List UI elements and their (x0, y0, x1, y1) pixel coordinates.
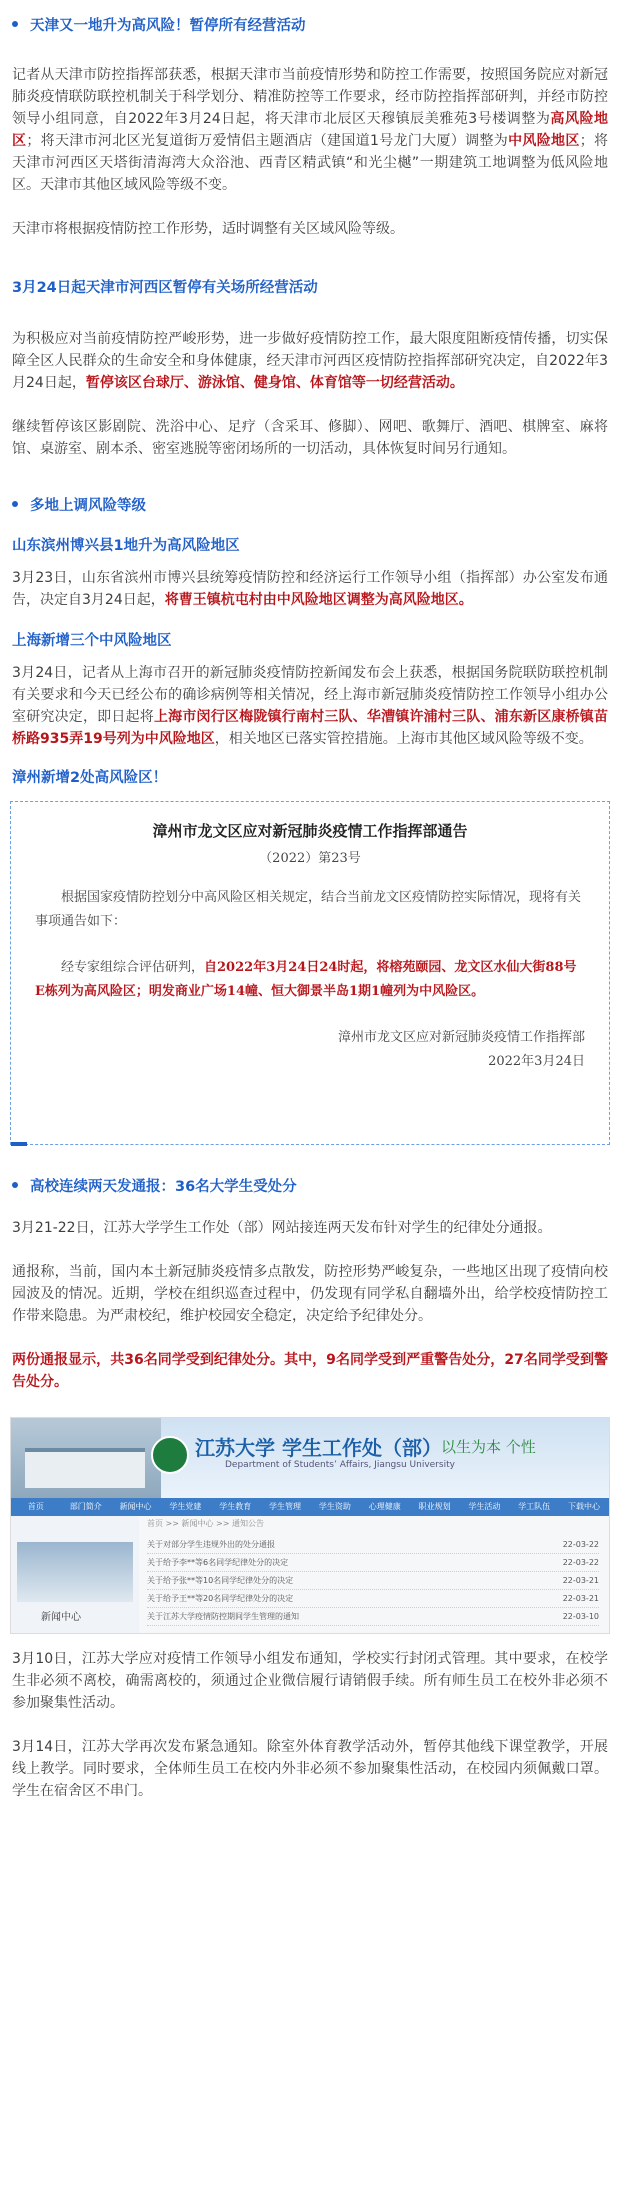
section-title: 多地上调风险等级 (30, 497, 146, 514)
highlight-text: 暂停该区台球厅、游泳馆、健身馆、体育馆等一切经营活动。 (85, 375, 464, 391)
list-item-title: 关于给予王**等20名同学纪律处分的决定 (147, 1594, 294, 1603)
list-item-date: 22-03-22 (562, 1558, 599, 1567)
highlight-text: 中风险地区 (508, 133, 580, 149)
highlight-paragraph: 两份通报显示，共36名同学受到纪律处分。其中，9名同学受到严重警告处分，27名同学受到警告处分。 (12, 1352, 608, 1390)
section-heading (0, 492, 620, 516)
list-item-title: 关于给予张**等10名同学纪律处分的决定 (147, 1576, 294, 1585)
site-banner (11, 1418, 609, 1498)
text: 记者从天津市防控指挥部获悉，根据天津市当前疫情形势和防控工作需要，按照国务院应对新冠肺炎疫情联防联控机制关于科学划分、精准防控等工作要求，经市防控指挥部研判，并经市防控领导小组同意，自2022年3月24日起，将天津市北辰区天穆镇辰美雅苑3号楼调整为 (12, 67, 608, 127)
highlight-text: 将曹王镇杭屯村由中风险地区调整为高风险地区。 (164, 592, 473, 608)
screenshot-image (10, 1417, 610, 1634)
list-item[interactable] (147, 1536, 599, 1554)
list-item-date: 22-03-10 (562, 1612, 599, 1621)
university-logo-icon (151, 1436, 189, 1474)
text: 3月23日，山东省滨州市博兴县统筹疫情防控和经济运行工作领导小组（指挥部）办公室发布通告，决定自3月24日起， (12, 570, 608, 608)
list-item[interactable] (147, 1572, 599, 1590)
highlight-text: 上海市闵行区梅陇镇行南村三队、华漕镇许浦村三队、浦东新区康桥镇苗桥路935弄19号列为中风险地区 (12, 709, 609, 747)
notice-signature: 漳州市龙文区应对新冠肺炎疫情工作指挥部 (337, 1030, 585, 1045)
site-nav-item[interactable]: 学生管理 (269, 1502, 302, 1511)
text: ；将天津市河西区天塔街清海湾大众浴池、西青区精武镇“和光尘樾”一期建筑工地调整为低风险地区。天津市其他区域风险等级不变。 (12, 133, 609, 193)
section-title: 3月24日起天津市河西区暂停有关场所经营活动 (12, 280, 318, 296)
news-label: 新闻中心 (41, 1612, 81, 1623)
notice-date: 2022年3月24日 (488, 1054, 585, 1069)
site-sidebar (11, 1516, 139, 1633)
subsection-title: 上海新增三个中风险地区 (12, 633, 172, 649)
text: 3月24日，记者从上海市召开的新冠肺炎疫情防控新闻发布会上获悉，根据国务院联防联控机制有关要求和今天已经公布的确诊病例等相关情况，经上海市新冠肺炎疫情防控工作领导小组办公室研究决定，即日起将 (12, 665, 608, 725)
site-nav (11, 1498, 609, 1516)
section-title: 高校连续两天发通报：36名大学生受处分 (30, 1178, 297, 1195)
text: ；将天津市河北区光复道街万爱情侣主题酒店（建国道1号龙门大厦）调整为 (26, 133, 509, 149)
text: 经专家组综合评估研判， (61, 960, 205, 975)
paragraph: 3月10日，江苏大学应对疫情工作领导小组发布通知，学校实行封闭式管理。其中要求，在校学生非必须不离校，确需离校的，须通过企业微信履行请销假手续。所有师生员工在校外非必须不参加聚集性活动。 (12, 1651, 608, 1711)
list-item-title: 关于对部分学生违规外出的处分通报 (147, 1540, 275, 1549)
list-item[interactable] (147, 1590, 599, 1608)
paragraph (0, 567, 620, 611)
site-nav-item[interactable]: 职业规划 (418, 1502, 451, 1511)
list-item[interactable] (147, 1608, 599, 1626)
site-nav-item[interactable]: 首页 (27, 1502, 44, 1511)
site-nav-item[interactable]: 学生党建 (169, 1502, 202, 1511)
subsection-title: 漳州新增2处高风险区！ (12, 770, 168, 786)
site-nav-item[interactable]: 新闻中心 (119, 1502, 152, 1511)
paragraph (0, 662, 620, 750)
site-subtitle: Department of Students’ Affairs, Jiangsu University (225, 1460, 455, 1470)
notice-number: （2022）第23号 (259, 851, 361, 866)
progress-indicator (11, 1142, 27, 1146)
section-heading (0, 1173, 620, 1197)
paragraph: 3月21-22日，江苏大学学生工作处（部）网站接连两天发布针对学生的纪律处分通报。 (12, 1220, 552, 1236)
paragraph: 继续暂停该区影剧院、洗浴中心、足疗（含采耳、修脚）、网吧、歌舞厅、酒吧、棋牌室、麻将馆、桌游室、剧本杀、密室逃脱等密闭场所的一切活动，具体恢复时间另行通知。 (12, 419, 608, 457)
list-item-date: 22-03-21 (562, 1594, 599, 1603)
site-nav-item[interactable]: 学生教育 (219, 1502, 252, 1511)
notice-paragraph: 根据国家疫情防控划分中高风险区相关规定，结合当前龙文区疫情防控实际情况，现将有关事项通告如下： (35, 890, 582, 929)
site-nav-item[interactable]: 学生资助 (318, 1502, 351, 1511)
site-nav-item[interactable]: 学生活动 (468, 1502, 501, 1511)
site-nav-item[interactable]: 学工队伍 (518, 1502, 551, 1511)
list-item-date: 22-03-21 (562, 1576, 599, 1585)
notice-card (10, 801, 610, 1145)
paragraph (0, 64, 620, 196)
paragraph (0, 328, 620, 394)
text: ，相关地区已落实管控措施。上海市其他区域风险等级不变。 (214, 731, 593, 747)
bullet-icon (12, 21, 18, 27)
site-nav-item[interactable]: 下载中心 (568, 1502, 601, 1511)
notice-title: 漳州市龙文区应对新冠肺炎疫情工作指挥部通告 (152, 822, 468, 840)
highlight-text: 自2022年3月24日24时起，将榕苑颐园、龙文区水仙大街88号E栋列为高风险区；明发商业广场14幢、恒大御景半岛1期1幢列为中风险区。 (35, 960, 577, 999)
list-item-date: 22-03-22 (562, 1540, 599, 1549)
site-nav-item[interactable]: 心理健康 (368, 1502, 401, 1511)
paragraph: 天津市将根据疫情防控工作形势，适时调整有关区域风险等级。 (12, 221, 404, 237)
bullet-icon (12, 501, 18, 507)
notice-paragraph (27, 956, 593, 1004)
list-item-title: 关于给予李**等6名同学纪律处分的决定 (147, 1558, 289, 1567)
highlight-text: 高风险地区 (12, 111, 609, 149)
campus-building-image (11, 1418, 161, 1498)
news-image (17, 1542, 133, 1602)
bullet-icon (12, 1182, 18, 1188)
building-shape (25, 1448, 145, 1488)
list-item[interactable] (147, 1554, 599, 1572)
subsection-title: 山东滨州博兴县1地升为高风险地区 (12, 538, 240, 554)
site-title: 江苏大学 学生工作处（部） (195, 1436, 442, 1460)
notice-list (147, 1536, 599, 1626)
site-nav-item[interactable]: 部门简介 (69, 1502, 102, 1511)
paragraph: 3月14日，江苏大学再次发布紧急通知。除室外体育教学活动外，暂停其他线下课堂教学，开展线上教学。同时要求，全体师生员工在校内外非必须不参加聚集性活动，在校园内须佩戴口罩。学生在宿舍区不串门。 (12, 1739, 608, 1799)
text: 为积极应对当前疫情防控严峻形势，进一步做好疫情防控工作，最大限度阻断疫情传播，切实保障全区人民群众的生命安全和身体健康，经天津市河西区疫情防控指挥部研究决定，自2022年3月24日起， (12, 331, 608, 391)
list-item-title: 关于江苏大学疫情防控期间学生管理的通知 (147, 1612, 299, 1621)
site-breadcrumb: 首页 >> 新闻中心 >> 通知公告 (147, 1519, 264, 1528)
paragraph: 通报称，当前，国内本土新冠肺炎疫情多点散发，防控形势严峻复杂，一些地区出现了疫情向校园波及的情况。近期，学校在组织巡查过程中，仍发现有同学私自翻墙外出，给学校疫情防控工作带来隐患。为严肃校纪，维护校园安全稳定，决定给予纪律处分。 (12, 1264, 608, 1324)
site-slogan: 以生为本 个性 (441, 1438, 536, 1456)
section-heading (0, 0, 620, 36)
section-title: 天津又一地升为高风险！暂停所有经营活动 (30, 17, 306, 34)
